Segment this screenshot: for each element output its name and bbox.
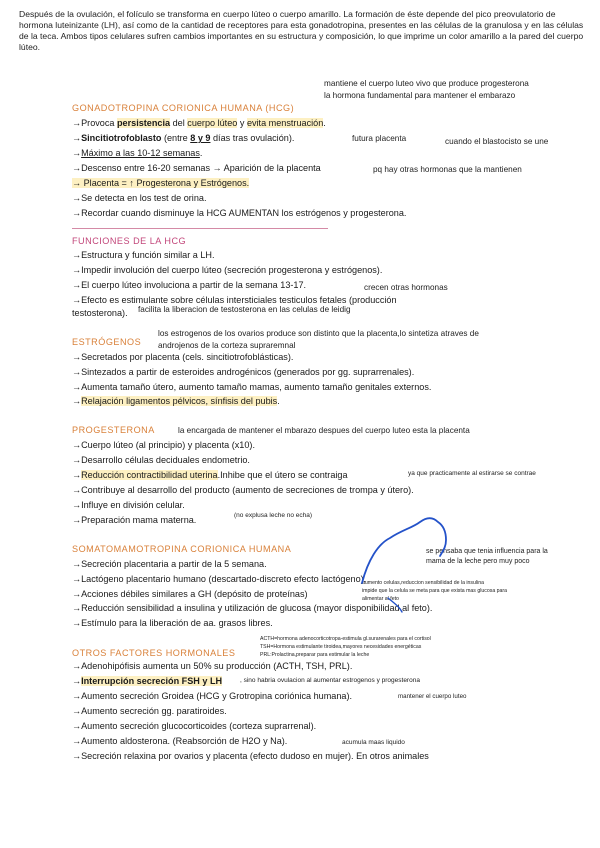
otros-line-3: →Aumento secreción Groidea (HCG y Grotropina coriónica humana).: [72, 691, 353, 701]
funciones-line-2: →Impedir involución del cuerpo lúteo (secreción progesterona y estrógenos).: [72, 265, 383, 275]
otros-note-tsh: TSH=Hormona estimulante tiroidea,mayores necesidades energéticas: [260, 644, 422, 650]
hcg-note-futura-placenta: futura placenta: [352, 134, 407, 143]
hcg-note-top-1: mantiene el cuerpo luteo vivo que produce progesterona: [324, 79, 529, 88]
progesterona-note-contrae: ya que practicamente al estirarse se contrae: [408, 470, 536, 477]
funciones-note-leidig: facilita la liberacion de testosterona en las celulas de leidig: [138, 305, 351, 314]
progesterona-line-4: →Contribuye al desarrollo del producto (aumento de secreciones de trompa y útero).: [72, 485, 414, 495]
progesterona-line-5: →Influye en división celular.: [72, 500, 185, 510]
estrogenos-note-2: androjenos de la corteza supraremnal: [158, 341, 296, 350]
section-title-hcg: GONADOTROPINA CORIONICA HUMANA (HCG): [72, 103, 295, 113]
section-title-estrogenos: ESTRÓGENOS: [72, 337, 142, 347]
otros-note-liquido: acumula maas liquido: [342, 739, 405, 746]
hcg-line-7: →Recordar cuando disminuye la HCG AUMENTAN los estrógenos y progesterona.: [72, 208, 407, 218]
funciones-line-4: →Efecto es estimulante sobre células intersticiales testiculos fetales (producción: [72, 295, 397, 305]
otros-line-1: →Adenohipófisis aumenta un 50% su producción (ACTH, TSH, PRL).: [72, 661, 353, 671]
progesterona-line-3: →Reducción contractibilidad uterina.Inhibe que el útero se contraiga: [72, 470, 348, 480]
somatomamotropina-line-2: →Lactógeno placentario humano (descartado-discreto efecto lactógeno).: [72, 574, 367, 584]
hcg-line-6: →Se detecta en los test de orina.: [72, 193, 207, 203]
estrogenos-line-1: →Secretados por placenta (cels. sincitiotrofoblásticas).: [72, 352, 294, 362]
somatomamotropina-line-3: →Acciones débiles similares a GH (depósito de proteínas): [72, 589, 308, 599]
otros-note-acth: ACTH=hormona adenocorticotropa-estimula gl.surarenales para el cortisol: [260, 636, 431, 642]
otros-line-5: →Aumento secreción glucocorticoides (corteza suprarrenal).: [72, 721, 317, 731]
estrogenos-note-1: los estrogenos de los ovarios produce son distinto que la placenta,lo sintetiza atraves de: [158, 329, 479, 338]
otros-line-2: →Interrupción secreción FSH y LH: [72, 676, 223, 686]
progesterona-note: la encargada de mantener el mbarazo despues del cuerpo luteo esta la placenta: [178, 426, 470, 435]
section-title-somatomamotropina: SOMATOMAMOTROPINA CORIONICA HUMANA: [72, 544, 292, 554]
progesterona-line-6: →Preparación mama materna.: [72, 515, 197, 525]
progesterona-line-2: →Desarrollo células deciduales endometrio.: [72, 455, 250, 465]
otros-note-prl: PRL:Prolactina,preparar para estimular la leche: [260, 652, 370, 658]
somatomamotropina-note-2: mama de la leche pero muy poco: [426, 558, 530, 565]
hcg-note-top-2: la hormona fundamental para mantener el embarazo: [324, 91, 516, 100]
otros-note-cuerpo-luteo: mantener el cuerpo luteo: [398, 693, 467, 700]
estrogenos-line-4: →Relajación ligamentos pélvicos, sínfisis del pubis.: [72, 396, 280, 406]
hcg-line-1: →Provoca persistencia del cuerpo lúteo y evita menstruación.: [72, 118, 326, 128]
somatomamotropina-note-insulina-2: impide que la celula se meta para que exista mas glucosa para: [362, 588, 508, 594]
hcg-line-5: → Placenta = ↑ Progesterona y Estrógenos.: [72, 178, 250, 188]
estrogenos-line-2: →Sintezados a partir de esteroides androgénicos (generados por gg. suprarrenales).: [72, 367, 415, 377]
hcg-line-3: →Máximo a las 10-12 semanas.: [72, 148, 203, 158]
somatomamotropina-line-5: →Estímulo para la liberación de aa. grasos libres.: [72, 618, 273, 628]
somatomamotropina-line-1: →Secreción placentaria a partir de la 5 semana.: [72, 559, 267, 569]
hcg-note-blastocisto: cuando el blastocisto se une: [445, 137, 549, 146]
somatomamotropina-note-insulina-1: aumento celulas,reduccion sensibilidad de la insulina: [362, 580, 484, 586]
estrogenos-line-3: →Aumenta tamaño útero, aumento tamaño mamas, aumento tamaño genitales externos.: [72, 382, 432, 392]
funciones-line-1: →Estructura y función similar a LH.: [72, 250, 215, 260]
otros-note-ovulacion: , sino habria ovulacion al aumentar estrogenos y progesterona: [240, 677, 420, 684]
funciones-note-crecen: crecen otras hormonas: [364, 283, 448, 292]
otros-line-6: →Aumento aldosterona. (Reabsorción de H2O y Na).: [72, 736, 288, 746]
hcg-line-4: →Descenso entre 16-20 semanas → Aparición de la placenta: [72, 163, 321, 173]
somatomamotropina-note-insulina-3: alimentar al feto: [362, 596, 399, 602]
progesterona-line-1: →Cuerpo lúteo (al principio) y placenta (x10).: [72, 440, 255, 450]
section-title-progesterona: PROGESTERONA: [72, 425, 155, 435]
otros-line-7: →Secreción relaxina por ovarios y placenta (efecto dudoso en mujer). En otros animales: [72, 751, 429, 761]
somatomamotropina-note-1: se pensaba que tenia influencia para la: [426, 548, 548, 555]
hcg-line-2: →Sincitiotrofoblasto (entre 8 y 9 días tras ovulación).: [72, 133, 295, 143]
hcg-note-otras-hormonas: pq hay otras hormonas que la mantienen: [373, 165, 522, 174]
intro-paragraph: Después de la ovulación, el folículo se transforma en cuerpo lúteo o cuerpo amarillo. La formación de éste depende del pico preovulatorio de hormona luteinizante (LH), así como de la cantidad de receptores para esta gonadotropina, presentes en las células de la granulosa y en las células de la teca. Ambos tipos celulares sufren cambios importantes en su estructura y composición, lo que imprime un color amarillo a la pared del cuerpo lúteo.: [19, 9, 584, 52]
section-title-otros: OTROS FACTORES HORMONALES: [72, 648, 236, 658]
funciones-line-5: testosterona).: [72, 308, 128, 318]
funciones-line-3: →El cuerpo lúteo involuciona a partir de la semana 13-17.: [72, 280, 307, 290]
progesterona-note-leche: (no explusa leche no echa): [234, 512, 313, 519]
section-title-funciones: FUNCIONES DE LA HCG: [72, 236, 187, 246]
otros-line-4: →Aumento secreción gg. paratiroides.: [72, 706, 227, 716]
somatomamotropina-line-4: →Reducción sensibilidad a insulina y utilización de glucosa (mayor disponibilidad al feto).: [72, 603, 433, 613]
